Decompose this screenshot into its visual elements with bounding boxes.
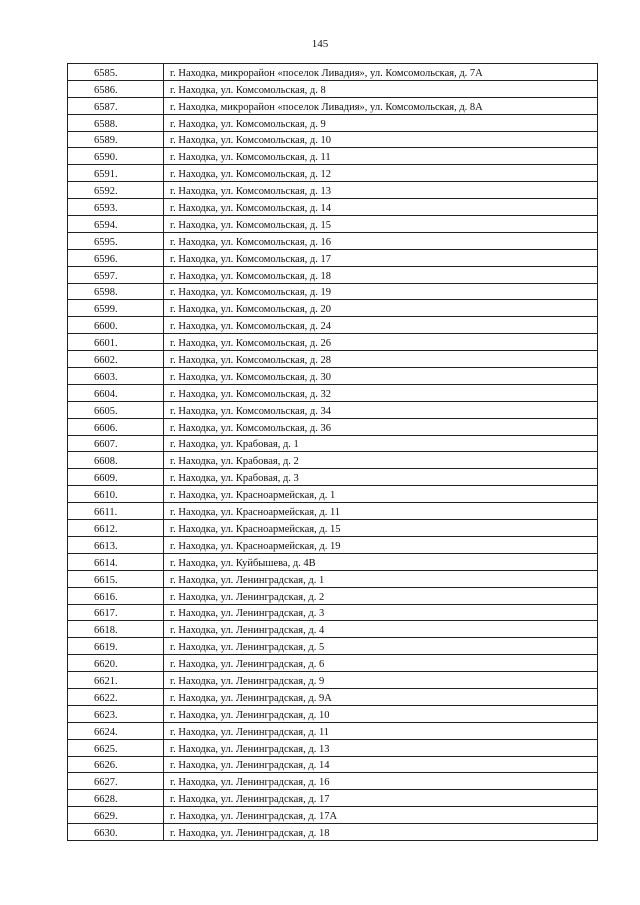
row-number: 6612. xyxy=(68,520,164,537)
table-row xyxy=(68,452,598,469)
row-number: 6626. xyxy=(68,756,164,773)
row-number: 6607. xyxy=(68,435,164,452)
row-address: г. Находка, ул. Комсомольская, д. 10 xyxy=(164,131,598,148)
row-address: г. Находка, ул. Красноармейская, д. 11 xyxy=(164,503,598,520)
row-number: 6606. xyxy=(68,418,164,435)
row-number: 6625. xyxy=(68,739,164,756)
table-row xyxy=(68,384,598,401)
table-row xyxy=(68,705,598,722)
table-row xyxy=(68,587,598,604)
row-number: 6619. xyxy=(68,638,164,655)
table-row xyxy=(68,773,598,790)
table-row xyxy=(68,351,598,368)
table-row xyxy=(68,114,598,131)
row-address: г. Находка, ул. Комсомольская, д. 15 xyxy=(164,216,598,233)
row-address: г. Находка, ул. Ленинградская, д. 18 xyxy=(164,824,598,841)
row-number: 6627. xyxy=(68,773,164,790)
row-number: 6592. xyxy=(68,182,164,199)
row-number: 6615. xyxy=(68,570,164,587)
table-row xyxy=(68,790,598,807)
table-row xyxy=(68,435,598,452)
table-row xyxy=(68,199,598,216)
row-address: г. Находка, ул. Ленинградская, д. 10 xyxy=(164,705,598,722)
table-row xyxy=(68,283,598,300)
row-address: г. Находка, ул. Ленинградская, д. 11 xyxy=(164,722,598,739)
table-row xyxy=(68,182,598,199)
row-address: г. Находка, ул. Комсомольская, д. 19 xyxy=(164,283,598,300)
row-address: г. Находка, ул. Ленинградская, д. 3 xyxy=(164,604,598,621)
row-address: г. Находка, ул. Ленинградская, д. 2 xyxy=(164,587,598,604)
table-row xyxy=(68,334,598,351)
row-number: 6605. xyxy=(68,401,164,418)
row-address: г. Находка, ул. Ленинградская, д. 9А xyxy=(164,688,598,705)
row-number: 6616. xyxy=(68,587,164,604)
address-table-body xyxy=(68,64,598,841)
row-number: 6608. xyxy=(68,452,164,469)
table-row xyxy=(68,249,598,266)
row-address: г. Находка, ул. Комсомольская, д. 12 xyxy=(164,165,598,182)
row-number: 6620. xyxy=(68,655,164,672)
table-row xyxy=(68,756,598,773)
row-address: г. Находка, ул. Комсомольская, д. 24 xyxy=(164,317,598,334)
row-address: г. Находка, ул. Комсомольская, д. 34 xyxy=(164,401,598,418)
table-row xyxy=(68,486,598,503)
row-address: г. Находка, ул. Комсомольская, д. 17 xyxy=(164,249,598,266)
table-row xyxy=(68,638,598,655)
table-row xyxy=(68,266,598,283)
row-address: г. Находка, ул. Ленинградская, д. 4 xyxy=(164,621,598,638)
row-number: 6586. xyxy=(68,80,164,97)
table-row xyxy=(68,97,598,114)
row-address: г. Находка, ул. Красноармейская, д. 1 xyxy=(164,486,598,503)
table-row xyxy=(68,672,598,689)
table-row xyxy=(68,148,598,165)
row-address: г. Находка, ул. Комсомольская, д. 18 xyxy=(164,266,598,283)
table-row xyxy=(68,739,598,756)
row-number: 6604. xyxy=(68,384,164,401)
row-address: г. Находка, ул. Куйбышева, д. 4В xyxy=(164,553,598,570)
row-address: г. Находка, ул. Ленинградская, д. 14 xyxy=(164,756,598,773)
row-address: г. Находка, ул. Ленинградская, д. 6 xyxy=(164,655,598,672)
table-row xyxy=(68,131,598,148)
table-row xyxy=(68,165,598,182)
row-address: г. Находка, ул. Крабовая, д. 3 xyxy=(164,469,598,486)
row-number: 6585. xyxy=(68,64,164,81)
row-number: 6609. xyxy=(68,469,164,486)
row-number: 6621. xyxy=(68,672,164,689)
table-row xyxy=(68,722,598,739)
table-row xyxy=(68,503,598,520)
table-row xyxy=(68,216,598,233)
row-number: 6601. xyxy=(68,334,164,351)
row-address: г. Находка, ул. Ленинградская, д. 13 xyxy=(164,739,598,756)
row-number: 6598. xyxy=(68,283,164,300)
row-number: 6610. xyxy=(68,486,164,503)
row-number: 6613. xyxy=(68,536,164,553)
row-address: г. Находка, ул. Комсомольская, д. 28 xyxy=(164,351,598,368)
row-address: г. Находка, ул. Комсомольская, д. 9 xyxy=(164,114,598,131)
row-number: 6593. xyxy=(68,199,164,216)
table-row xyxy=(68,469,598,486)
page-number: 145 xyxy=(311,38,329,50)
row-number: 6590. xyxy=(68,148,164,165)
row-address: г. Находка, ул. Комсомольская, д. 26 xyxy=(164,334,598,351)
row-number: 6603. xyxy=(68,368,164,385)
row-address: г. Находка, ул. Комсомольская, д. 13 xyxy=(164,182,598,199)
row-number: 6628. xyxy=(68,790,164,807)
row-address: г. Находка, микрорайон «поселок Ливадия», ул. Комсомольская, д. 8А xyxy=(164,97,598,114)
row-address: г. Находка, ул. Ленинградская, д. 5 xyxy=(164,638,598,655)
table-row xyxy=(68,807,598,824)
row-number: 6611. xyxy=(68,503,164,520)
row-number: 6599. xyxy=(68,300,164,317)
table-row xyxy=(68,824,598,841)
row-address: г. Находка, ул. Комсомольская, д. 11 xyxy=(164,148,598,165)
table-row xyxy=(68,621,598,638)
row-number: 6588. xyxy=(68,114,164,131)
row-address: г. Находка, ул. Комсомольская, д. 36 xyxy=(164,418,598,435)
table-row xyxy=(68,368,598,385)
row-number: 6596. xyxy=(68,249,164,266)
row-address: г. Находка, ул. Ленинградская, д. 17 xyxy=(164,790,598,807)
row-number: 6630. xyxy=(68,824,164,841)
row-address: г. Находка, ул. Комсомольская, д. 8 xyxy=(164,80,598,97)
row-address: г. Находка, ул. Крабовая, д. 2 xyxy=(164,452,598,469)
table-row xyxy=(68,300,598,317)
row-address: г. Находка, ул. Крабовая, д. 1 xyxy=(164,435,598,452)
table-row xyxy=(68,688,598,705)
table-row xyxy=(68,418,598,435)
row-number: 6624. xyxy=(68,722,164,739)
row-number: 6602. xyxy=(68,351,164,368)
row-address: г. Находка, ул. Комсомольская, д. 16 xyxy=(164,232,598,249)
row-number: 6600. xyxy=(68,317,164,334)
row-address: г. Находка, ул. Ленинградская, д. 9 xyxy=(164,672,598,689)
row-address: г. Находка, ул. Комсомольская, д. 20 xyxy=(164,300,598,317)
row-address: г. Находка, ул. Комсомольская, д. 32 xyxy=(164,384,598,401)
row-number: 6589. xyxy=(68,131,164,148)
row-number: 6623. xyxy=(68,705,164,722)
row-number: 6587. xyxy=(68,97,164,114)
row-address: г. Находка, микрорайон «поселок Ливадия», ул. Комсомольская, д. 7А xyxy=(164,64,598,81)
address-table xyxy=(67,63,598,841)
row-number: 6595. xyxy=(68,232,164,249)
row-number: 6594. xyxy=(68,216,164,233)
row-address: г. Находка, ул. Ленинградская, д. 1 xyxy=(164,570,598,587)
row-address: г. Находка, ул. Ленинградская, д. 16 xyxy=(164,773,598,790)
table-row xyxy=(68,553,598,570)
row-number: 6629. xyxy=(68,807,164,824)
row-number: 6591. xyxy=(68,165,164,182)
table-row xyxy=(68,317,598,334)
row-number: 6597. xyxy=(68,266,164,283)
table-row xyxy=(68,64,598,81)
row-number: 6617. xyxy=(68,604,164,621)
table-row xyxy=(68,401,598,418)
row-address: г. Находка, ул. Ленинградская, д. 17А xyxy=(164,807,598,824)
table-row xyxy=(68,232,598,249)
table-row xyxy=(68,520,598,537)
row-address: г. Находка, ул. Красноармейская, д. 19 xyxy=(164,536,598,553)
row-address: г. Находка, ул. Красноармейская, д. 15 xyxy=(164,520,598,537)
table-row xyxy=(68,570,598,587)
table-row xyxy=(68,536,598,553)
row-address: г. Находка, ул. Комсомольская, д. 30 xyxy=(164,368,598,385)
row-number: 6618. xyxy=(68,621,164,638)
row-number: 6622. xyxy=(68,688,164,705)
table-row xyxy=(68,80,598,97)
row-number: 6614. xyxy=(68,553,164,570)
table-row xyxy=(68,604,598,621)
row-address: г. Находка, ул. Комсомольская, д. 14 xyxy=(164,199,598,216)
table-row xyxy=(68,655,598,672)
